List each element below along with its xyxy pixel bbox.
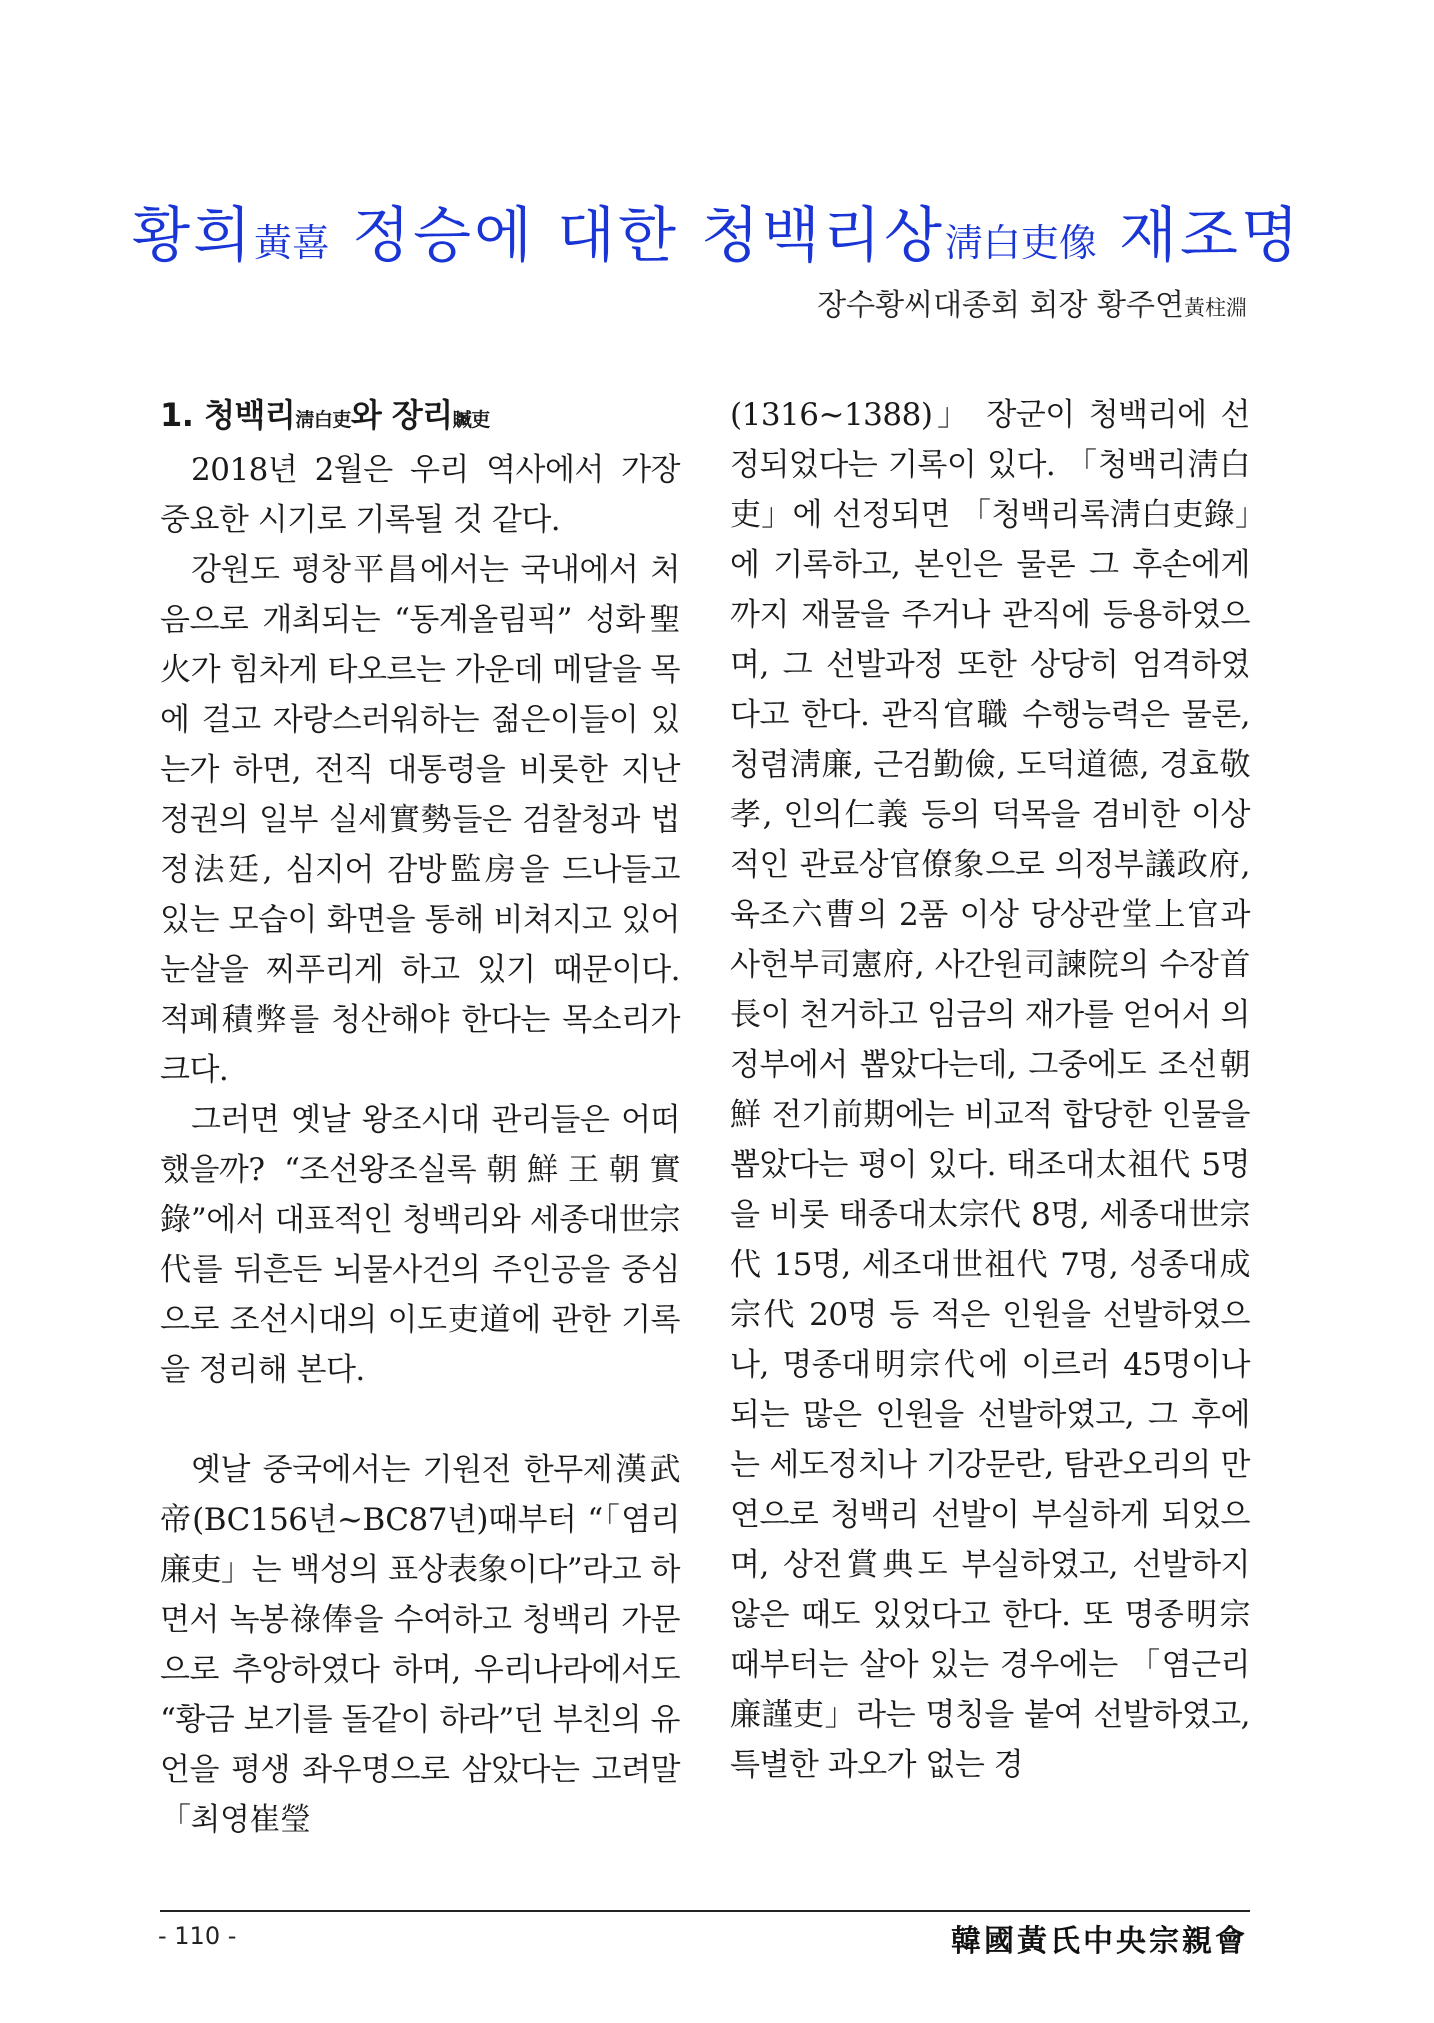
heading-hanja-2: 贓吏: [452, 409, 490, 431]
paragraph-1: 2018년 2월은 우리 역사에서 가장 중요한 시기로 기록될 것 같다.: [160, 452, 680, 538]
title-part-1: 황희: [132, 201, 255, 271]
title-part-3: 재조명: [1096, 201, 1302, 271]
organization-name: 韓國黃氏中央宗親會: [951, 1924, 1248, 1959]
title-hanja-1: 黃喜: [254, 221, 331, 265]
page-number: - 110 -: [158, 1922, 237, 1950]
paragraph-3: 그러면 옛날 왕조시대 관리들은 어떠했을까? “조선왕조실록朝鮮王朝實錄”에서 대표적인 청백리와 세종대世宗代를 뒤흔든 뇌물사건의 주인공을 중심으로 조선시대의 이도吏道에 관한 기록을 정리해 본다.: [160, 1102, 680, 1388]
paragraph-2: 강원도 평창平昌에서는 국내에서 처음으로 개최되는 “동계올림픽” 성화聖火가 힘차게 타오르는 가운데 메달을 목에 걸고 자랑스러워하는 젊은이들이 있는가 하면, 전직 대통령을 비롯한 지난 정권의 일부 실세實勢들은 검찰청과 법정法廷, 심지어 감방監房을 드나들고 있는 모습이 화면을 통해 비쳐지고 있어 눈살을 찌푸리게 하고 있기 때문이다. 적폐積弊를 청산해야 한다는 목소리가 크다.: [160, 552, 680, 1088]
paragraph-gap: [160, 1395, 680, 1445]
right-column: [730, 390, 1250, 1790]
footer-divider: [160, 1910, 1250, 1912]
author-byline: [817, 280, 1247, 324]
author-name: 장수황씨대종회 회장 황주연: [817, 288, 1184, 323]
heading-text: 1. 청백리: [160, 396, 296, 434]
author-hanja: 黃柱淵: [1184, 296, 1247, 320]
title-hanja-2: 淸白吏像: [944, 221, 1097, 265]
title-part-2: 정승에 대한 청백리상: [330, 201, 945, 271]
paragraph-5: (1316~1388)」 장군이 청백리에 선정되었다는 기록이 있다. 「청백리淸白吏」에 선정되면 「청백리록淸白吏錄」에 기록하고, 본인은 물론 그 후손에게까지 재물을 주거나 관직에 등용하였으며, 그 선발과정 또한 상당히 엄격하였다고 한다. 관직官職 수행능력은 물론, 청렴淸廉, 근검勤儉, 도덕道德, 경효敬孝, 인의仁義 등의 덕목을 겸비한 이상적인 관료상官僚象으로 의정부議政府, 육조六曹의 2품 이상 당상관堂上官과 사헌부司憲府, 사간원司諫院의 수장首長이 천거하고 임금의 재가를 얻어서 의정부에서 뽑았다는데, 그중에도 조선朝鮮 전기前期에는 비교적 합당한 인물을 뽑았다는 평이 있다. 태조대太祖代 5명을 비롯 태종대太宗代 8명, 세종대世宗代 15명, 세조대世祖代 7명, 성종대成宗代 20명 등 적은 인원을 선발하였으나, 명종대明宗代에 이르러 45명이나 되는 많은 인원을 선발하였고, 그 후에는 세도정치나 기강문란, 탐관오리의 만연으로 청백리 선발이 부실하게 되었으며, 상전賞典도 부실하였고, 선발하지 않은 때도 있었다고 한다. 또 명종明宗 때부터는 살아 있는 경우에는 「염근리廉謹吏」라는 명칭을 붙여 선발하였고, 특별한 과오가 없는 경: [730, 397, 1250, 1783]
section-heading: [160, 390, 680, 445]
left-column: [160, 390, 680, 1845]
heading-hanja-1: 淸白吏: [295, 409, 351, 431]
article-title: [0, 188, 1434, 274]
paragraph-4: 옛날 중국에서는 기원전 한무제漢武帝(BC156년~BC87년)때부터 “「염리廉吏」는 백성의 표상表象이다”라고 하면서 녹봉祿俸을 수여하고 청백리 가문으로 추앙하였다 하며, 우리나라에서도 “황금 보기를 돌같이 하라”던 부친의 유언을 평생 좌우명으로 삼았다는 고려말 「최영崔瑩: [160, 1452, 680, 1838]
heading-mid: 와 장리: [350, 396, 453, 434]
